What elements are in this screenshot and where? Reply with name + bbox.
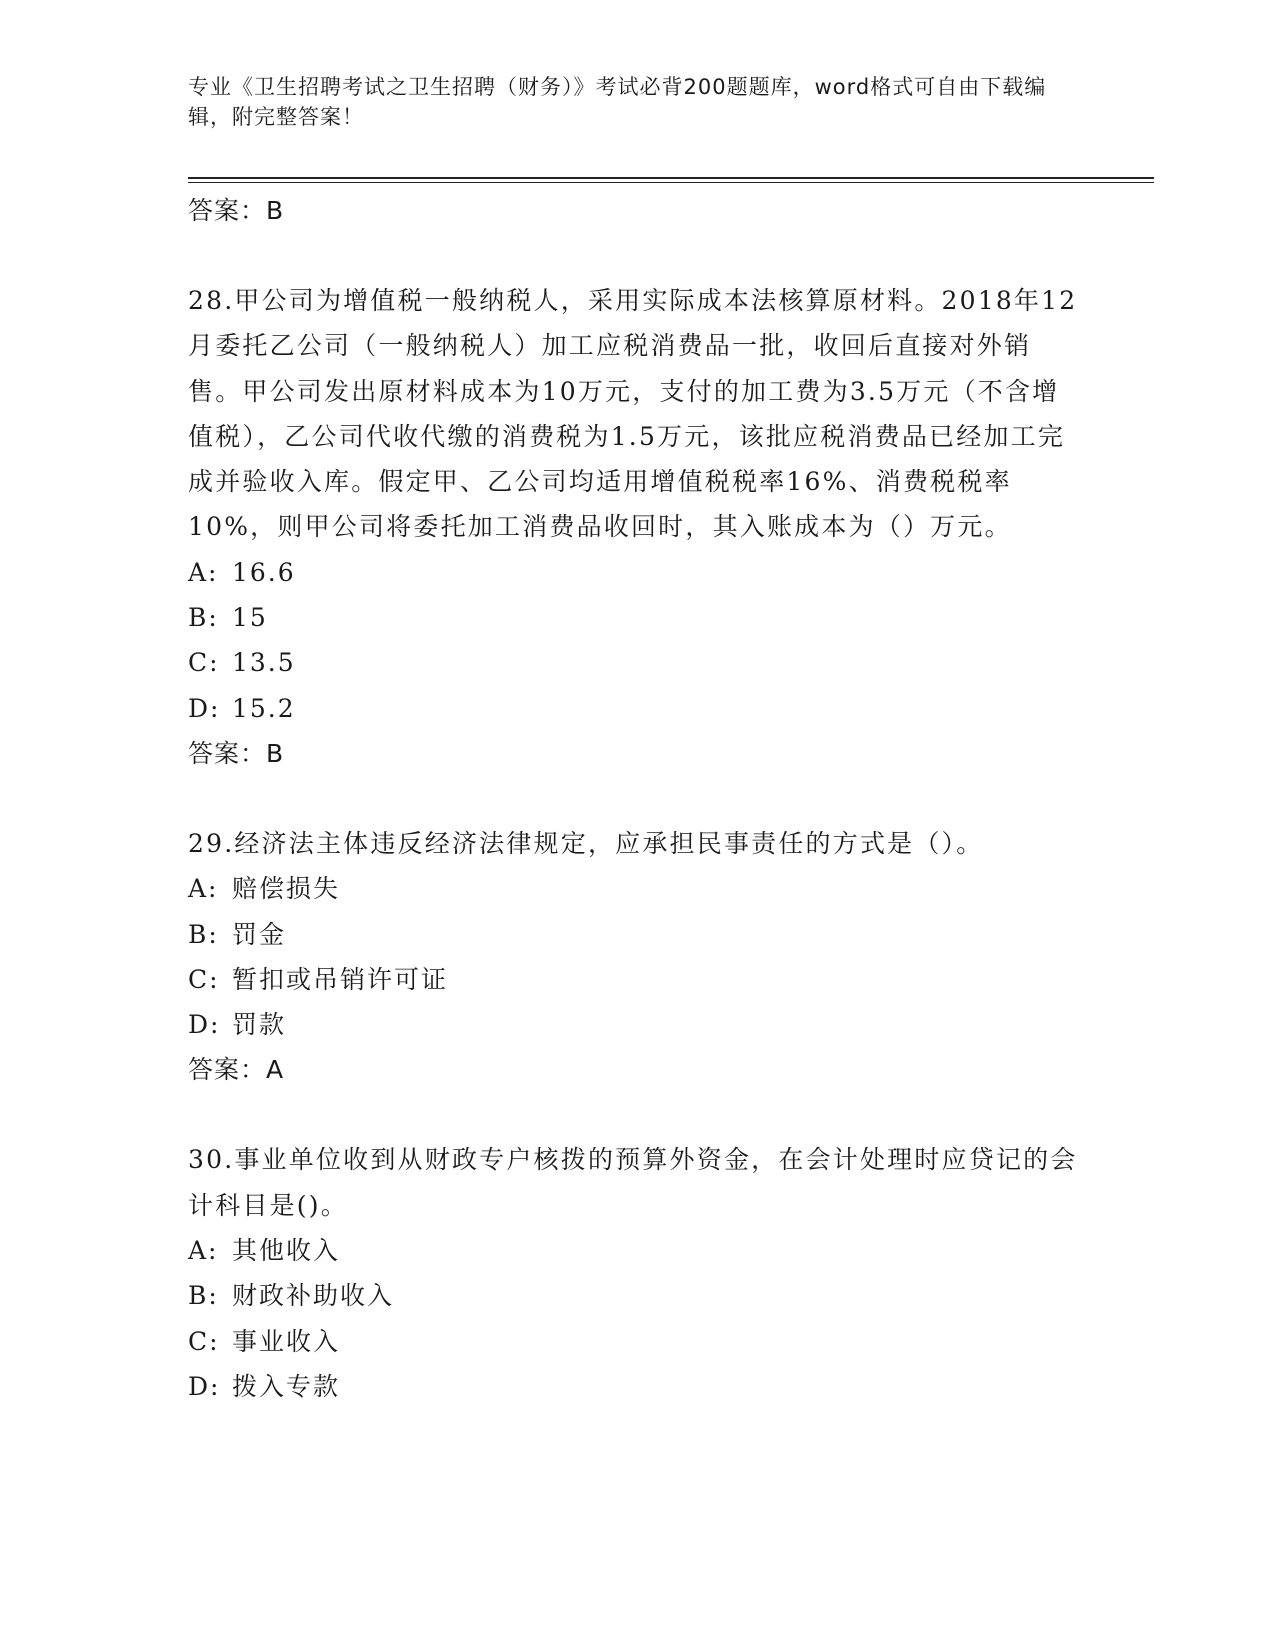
option-text: 16.6 (232, 557, 296, 587)
option-d (188, 1002, 1078, 1047)
option-key: B: (188, 1281, 219, 1311)
option-key: B: (188, 603, 219, 633)
question-text: 28.甲公司为增值税一般纳税人，采用实际成本法核算原材料。2018年12月委托乙公司（一般纳税人）加工应税消费品一批，收回后直接对外销售。甲公司发出原材料成本为10万元，支付的加工费为3.5万元（不含增值税），乙公司代收代缴的消费税为1.5万元，该批应税消费品已经加工完成并验收入库。假定甲、乙公司均适用增值税税率16%、消费税税率10%，则甲公司将委托加工消费品收回时，其入账成本为（）万元。 (188, 286, 1078, 542)
option-b (188, 1273, 1078, 1318)
page-header: 专业《卫生招聘考试之卫生招聘（财务）》考试必背200题题库，word格式可自由下载编辑，附完整答案！ (188, 75, 1047, 129)
option-text: 13.5 (232, 648, 296, 678)
option-text: 罚款 (232, 1010, 287, 1040)
option-b (188, 595, 1078, 640)
header-rule-thick (188, 177, 1154, 179)
option-key: B: (188, 919, 219, 949)
option-c (188, 640, 1078, 685)
option-key: C: (188, 1326, 220, 1356)
question-list (188, 188, 1078, 1409)
answer-line: 答案：A (188, 1055, 285, 1085)
option-key: A: (188, 557, 219, 587)
option-text: 赔偿损失 (232, 874, 341, 904)
spacer (188, 1092, 1078, 1137)
option-key: A: (188, 1236, 219, 1266)
option-a (188, 1228, 1078, 1273)
question-text: 30.事业单位收到从财政专户核拨的预算外资金，在会计处理时应贷记的会计科目是()。 (188, 1145, 1078, 1220)
header-rule-thin (188, 182, 1154, 183)
option-a (188, 866, 1078, 911)
option-text: 15.2 (232, 693, 296, 723)
option-a (188, 550, 1078, 595)
option-text: 15 (232, 603, 268, 633)
option-key: D: (188, 693, 221, 723)
option-text: 罚金 (232, 919, 287, 949)
option-key: A: (188, 874, 219, 904)
option-text: 拨入专款 (232, 1371, 341, 1401)
option-d (188, 1364, 1078, 1409)
option-key: D: (188, 1371, 221, 1401)
option-text: 财政补助收入 (232, 1281, 395, 1311)
option-c (188, 957, 1078, 1002)
answer-line: 答案：B (188, 196, 285, 225)
question-text: 29.经济法主体违反经济法律规定，应承担民事责任的方式是（）。 (188, 828, 984, 858)
option-key: D: (188, 1010, 221, 1040)
option-d (188, 686, 1078, 731)
spacer (188, 776, 1078, 821)
option-text: 暂扣或吊销许可证 (232, 964, 449, 994)
option-c (188, 1319, 1078, 1364)
option-text: 事业收入 (232, 1326, 341, 1356)
answer-line: 答案：B (188, 738, 285, 768)
spacer (188, 233, 1078, 278)
option-b (188, 912, 1078, 957)
option-key: C: (188, 648, 220, 678)
option-key: C: (188, 964, 220, 994)
option-text: 其他收入 (232, 1236, 341, 1266)
